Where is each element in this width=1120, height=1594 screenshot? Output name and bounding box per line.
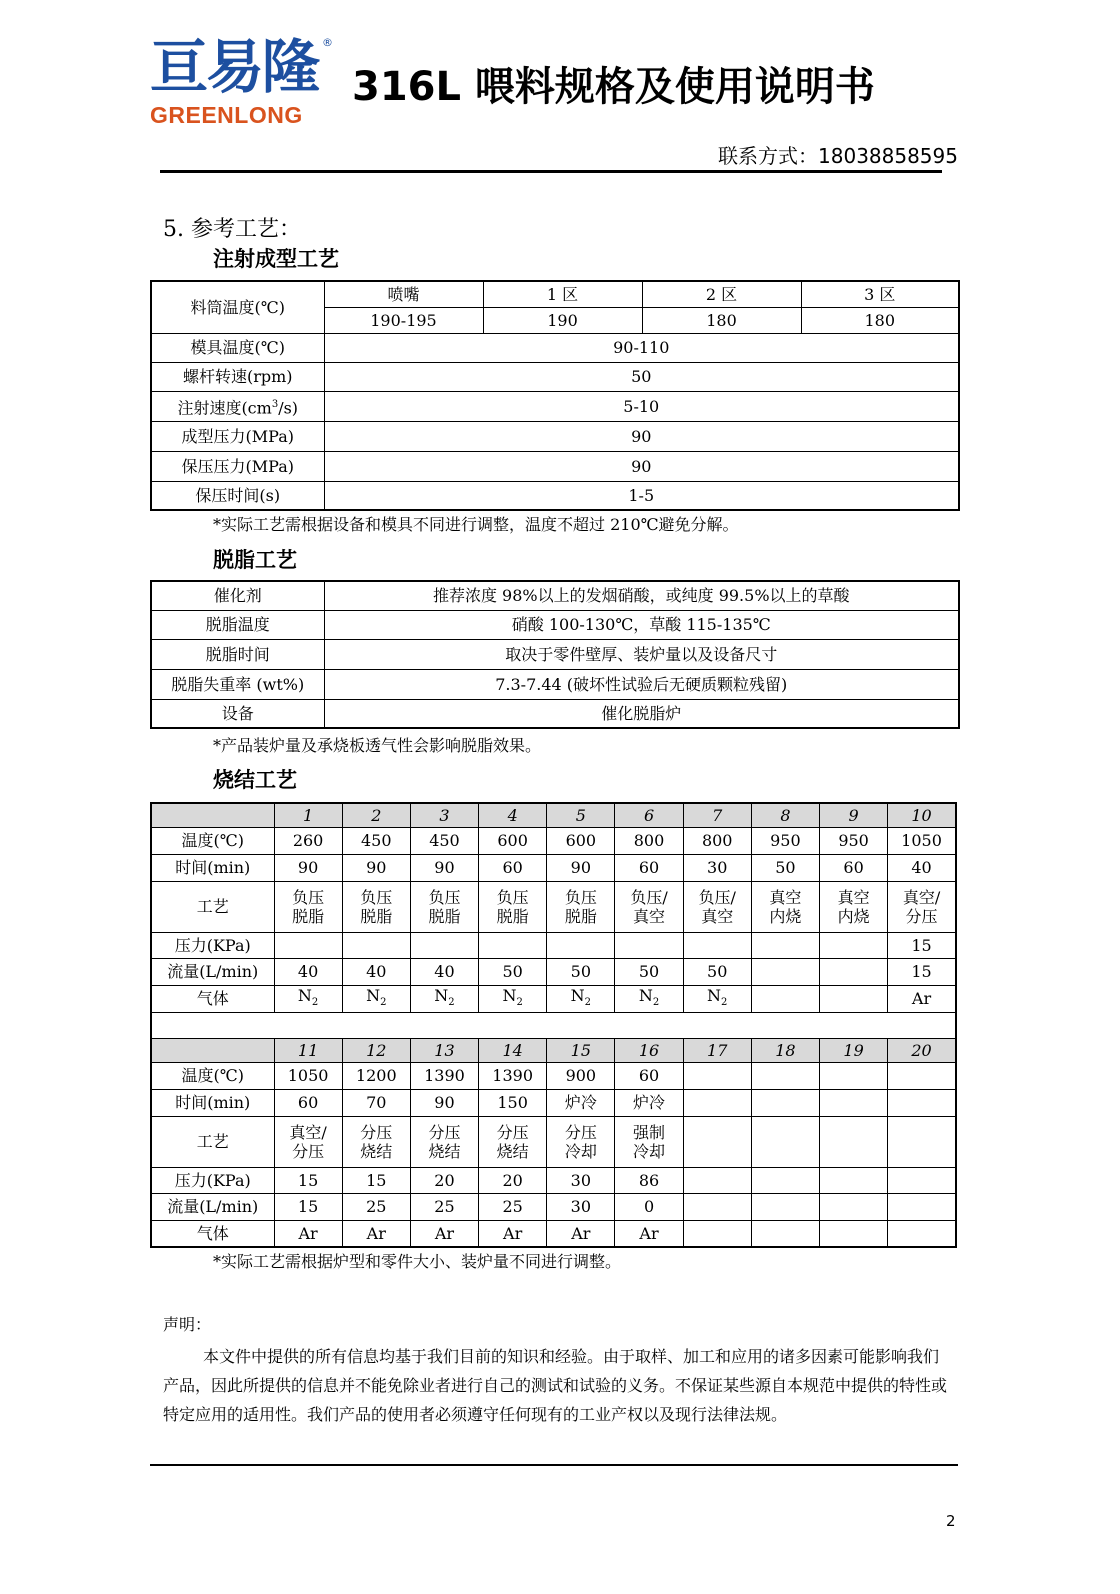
process-line-2: 烧结 bbox=[428, 1141, 461, 1161]
process-line-2: 冷却 bbox=[564, 1141, 597, 1161]
logo-english: GREENLONG bbox=[150, 102, 303, 128]
sinter-process-cell bbox=[888, 1116, 956, 1167]
sinter-process-cell bbox=[820, 881, 888, 932]
process-line-1: 负压 bbox=[360, 887, 393, 907]
process-line-2: 烧结 bbox=[360, 1141, 393, 1161]
debind-label: 脱脂时间 bbox=[151, 639, 324, 669]
debinding-note: *产品装炉量及承烧板透气性会影响脱脂效果。 bbox=[213, 736, 542, 755]
sinter-temp-cell: 1390 bbox=[479, 1062, 547, 1089]
sinter-gas-cell bbox=[888, 1220, 956, 1247]
sintering-note: *实际工艺需根据炉型和零件大小、装炉量不同进行调整。 bbox=[213, 1252, 622, 1271]
sinter-time-cell: 70 bbox=[342, 1089, 410, 1116]
step-number: 1 bbox=[274, 803, 342, 827]
sinter-row-label: 工艺 bbox=[151, 881, 274, 932]
process-line-2: 烧结 bbox=[496, 1141, 529, 1161]
sinter-process-cell bbox=[683, 881, 751, 932]
sinter-flow-cell: 30 bbox=[547, 1193, 615, 1220]
sinter-time-cell bbox=[683, 1089, 751, 1116]
sinter-temp-cell: 1050 bbox=[888, 827, 956, 854]
sinter-gas-cell: $N_2$ bbox=[342, 985, 410, 1012]
debinding-title: 脱脂工艺 bbox=[213, 548, 297, 572]
process-line-1: 负压 bbox=[496, 887, 529, 907]
sinter-gas-cell: $N_2$ bbox=[683, 985, 751, 1012]
param-label: 注射速度$(cm^3/s)$ bbox=[151, 391, 324, 421]
sinter-temp-cell: 260 bbox=[274, 827, 342, 854]
sinter-gas-cell bbox=[751, 985, 819, 1012]
sinter-pressure-cell: 20 bbox=[479, 1167, 547, 1193]
sinter-gas-cell: $N_2$ bbox=[410, 985, 478, 1012]
step-number: 11 bbox=[274, 1038, 342, 1062]
sinter-time-cell: 90 bbox=[342, 854, 410, 881]
param-value: 90 bbox=[324, 421, 959, 451]
sinter-gas-cell: $N_2$ bbox=[547, 985, 615, 1012]
sinter-time-cell: 40 bbox=[888, 854, 956, 881]
process-line-1: 真空 bbox=[769, 887, 802, 907]
step-number: 13 bbox=[410, 1038, 478, 1062]
debind-value: 7.3-7.44 (破坏性试验后无硬质颗粒残留) bbox=[324, 669, 959, 699]
sinter-row-label: 气体 bbox=[151, 1220, 274, 1247]
declaration-text: 本文件中提供的所有信息均基于我们目前的知识和经验。由于取样、加工和应用的诸多因素可能影响我们产品，因此所提供的信息并不能免除业者进行自己的测试和试验的义务。不保证某些源自本规范中提供的特性或特定应用的适用性。我们产品的使用者必须遵守任何现有的工业产权以及现行法律法规。 bbox=[163, 1347, 948, 1424]
step-number: 14 bbox=[479, 1038, 547, 1062]
debind-value: 推荐浓度 98%以上的发烟硝酸，或纯度 99.5%以上的草酸 bbox=[324, 581, 959, 610]
sinter-pressure-cell bbox=[410, 932, 478, 958]
sinter-gas-cell: Ar bbox=[342, 1220, 410, 1247]
zone-2: 2 区 bbox=[642, 281, 801, 307]
sinter-gas-cell bbox=[751, 1220, 819, 1247]
sinter-time-cell: 90 bbox=[410, 854, 478, 881]
process-line-1: 强制 bbox=[633, 1122, 666, 1142]
param-label: 保压压力(MPa) bbox=[151, 451, 324, 481]
debind-label: 设备 bbox=[151, 699, 324, 728]
step-number: 16 bbox=[615, 1038, 683, 1062]
sinter-time-cell bbox=[888, 1089, 956, 1116]
process-line-1: 负压/ bbox=[698, 887, 736, 907]
sinter-gas-cell: Ar bbox=[274, 1220, 342, 1247]
process-line-1: 负压 bbox=[292, 887, 325, 907]
sinter-time-cell: 90 bbox=[547, 854, 615, 881]
sinter-time-cell: 50 bbox=[751, 854, 819, 881]
sinter-temp-cell: 900 bbox=[547, 1062, 615, 1089]
sinter-pressure-cell bbox=[751, 932, 819, 958]
sinter-row-label: 流量(L/min) bbox=[151, 958, 274, 985]
sinter-temp-cell: 950 bbox=[820, 827, 888, 854]
sintering-table bbox=[150, 802, 957, 1248]
sinter-flow-cell: 50 bbox=[615, 958, 683, 985]
sinter-temp-cell: 950 bbox=[751, 827, 819, 854]
process-line-1: 真空/ bbox=[902, 887, 941, 907]
param-label: 成型压力(MPa) bbox=[151, 421, 324, 451]
param-value: 90 bbox=[324, 451, 959, 481]
debind-label: 脱脂失重率 (wt%) bbox=[151, 669, 324, 699]
process-line-2: 分压 bbox=[292, 1141, 325, 1161]
sinter-temp-cell: 1200 bbox=[342, 1062, 410, 1089]
param-value: 1-5 bbox=[324, 481, 959, 510]
process-line-2: 真空 bbox=[633, 906, 666, 926]
sintering-title: 烧结工艺 bbox=[213, 768, 297, 792]
debind-value: 硝酸 100-130℃，草酸 115-135℃ bbox=[324, 610, 959, 639]
param-label: 保压时间(s) bbox=[151, 481, 324, 510]
sinter-time-cell: 炉冷 bbox=[547, 1089, 615, 1116]
sinter-process-cell bbox=[888, 881, 956, 932]
sinter-process-cell bbox=[342, 881, 410, 932]
sinter-row-label: 压力(KPa) bbox=[151, 932, 274, 958]
sinter-time-cell: 60 bbox=[820, 854, 888, 881]
injection-table bbox=[150, 280, 960, 511]
process-line-2: 脱脂 bbox=[428, 906, 461, 926]
sinter-flow-cell bbox=[820, 1193, 888, 1220]
sinter-temp-cell bbox=[683, 1062, 751, 1089]
step-number: 9 bbox=[820, 803, 888, 827]
sinter-flow-cell: 25 bbox=[479, 1193, 547, 1220]
process-line-2: 脱脂 bbox=[360, 906, 393, 926]
sinter-pressure-cell bbox=[888, 1167, 956, 1193]
sinter-time-cell: 60 bbox=[615, 854, 683, 881]
sinter-pressure-cell: 15 bbox=[888, 932, 956, 958]
sinter-time-cell: 150 bbox=[479, 1089, 547, 1116]
sinter-time-cell: 30 bbox=[683, 854, 751, 881]
process-line-1: 分压 bbox=[564, 1122, 597, 1142]
contact-info: 联系方式：18038858595 bbox=[718, 144, 958, 168]
footer-divider bbox=[150, 1464, 958, 1466]
sinter-temp-cell bbox=[751, 1062, 819, 1089]
step-number: 4 bbox=[479, 803, 547, 827]
zone-3: 3 区 bbox=[801, 281, 959, 307]
step-number: 3 bbox=[410, 803, 478, 827]
sinter-flow-cell bbox=[751, 958, 819, 985]
zone-1: 1 区 bbox=[483, 281, 642, 307]
sinter-time-cell bbox=[820, 1089, 888, 1116]
sinter-gas-cell: $N_2$ bbox=[274, 985, 342, 1012]
sinter-gas-cell: Ar bbox=[479, 1220, 547, 1247]
process-line-2: 冷却 bbox=[633, 1141, 666, 1161]
process-line-1: 真空/ bbox=[289, 1122, 327, 1142]
zone-3-value: 180 bbox=[801, 307, 959, 333]
step-number: 6 bbox=[615, 803, 683, 827]
debinding-table bbox=[150, 580, 960, 729]
sinter-process-cell bbox=[274, 881, 342, 932]
sinter-pressure-cell bbox=[547, 932, 615, 958]
sinter-pressure-cell bbox=[820, 932, 888, 958]
zone-2-value: 180 bbox=[642, 307, 801, 333]
process-line-1: 真空 bbox=[837, 887, 870, 907]
header-divider bbox=[160, 170, 942, 173]
sinter-pressure-cell bbox=[479, 932, 547, 958]
sinter-flow-cell: 40 bbox=[342, 958, 410, 985]
step-number: 15 bbox=[547, 1038, 615, 1062]
sinter-temp-cell: 600 bbox=[547, 827, 615, 854]
process-line-2: 脱脂 bbox=[496, 906, 529, 926]
registered-mark: ® bbox=[322, 36, 333, 49]
logo-chinese: 亘易隆 bbox=[150, 33, 319, 101]
sinter-gas-cell bbox=[820, 985, 888, 1012]
sinter-time-cell: 90 bbox=[274, 854, 342, 881]
sinter-flow-cell: 25 bbox=[342, 1193, 410, 1220]
sinter-gas-cell: Ar bbox=[410, 1220, 478, 1247]
sinter-process-cell bbox=[410, 1116, 478, 1167]
debind-label: 催化剂 bbox=[151, 581, 324, 610]
process-line-2: 内烧 bbox=[837, 906, 870, 926]
sinter-process-cell bbox=[615, 1116, 683, 1167]
sinter-process-cell bbox=[410, 881, 478, 932]
process-line-2: 分压 bbox=[905, 906, 938, 926]
sinter-pressure-cell: 86 bbox=[615, 1167, 683, 1193]
sinter-flow-cell: 15 bbox=[274, 1193, 342, 1220]
step-header-blank bbox=[151, 803, 274, 827]
sinter-flow-cell: 50 bbox=[479, 958, 547, 985]
param-label: 螺杆转速(rpm) bbox=[151, 362, 324, 391]
step-number: 8 bbox=[751, 803, 819, 827]
sinter-temp-cell: 60 bbox=[615, 1062, 683, 1089]
sinter-temp-cell: 600 bbox=[479, 827, 547, 854]
sinter-flow-cell: 0 bbox=[615, 1193, 683, 1220]
sinter-gas-cell: Ar bbox=[547, 1220, 615, 1247]
sinter-row-label: 时间(min) bbox=[151, 854, 274, 881]
step-number: 19 bbox=[820, 1038, 888, 1062]
step-header-blank bbox=[151, 1038, 274, 1062]
barrel-temp-label: 料筒温度(℃) bbox=[151, 281, 324, 333]
sinter-gas-cell bbox=[820, 1220, 888, 1247]
zone-1-value: 190 bbox=[483, 307, 642, 333]
sinter-pressure-cell: 15 bbox=[342, 1167, 410, 1193]
sinter-flow-cell bbox=[751, 1193, 819, 1220]
injection-note: *实际工艺需根据设备和模具不同进行调整，温度不超过 210℃避免分解。 bbox=[213, 515, 739, 534]
step-number: 18 bbox=[751, 1038, 819, 1062]
sinter-pressure-cell: 15 bbox=[274, 1167, 342, 1193]
sinter-pressure-cell bbox=[342, 932, 410, 958]
sinter-row-label: 温度(℃) bbox=[151, 1062, 274, 1089]
sinter-time-cell bbox=[751, 1089, 819, 1116]
sinter-process-cell bbox=[751, 881, 819, 932]
sinter-flow-cell bbox=[820, 958, 888, 985]
sinter-gas-cell: Ar bbox=[888, 985, 956, 1012]
sinter-temp-cell: 800 bbox=[615, 827, 683, 854]
debind-value: 取决于零件壁厚、装炉量以及设备尺寸 bbox=[324, 639, 959, 669]
sinter-time-cell: 60 bbox=[274, 1089, 342, 1116]
sinter-process-cell bbox=[615, 881, 683, 932]
debind-label: 脱脂温度 bbox=[151, 610, 324, 639]
step-number: 17 bbox=[683, 1038, 751, 1062]
process-line-2: 真空 bbox=[701, 906, 734, 926]
process-line-1: 负压/ bbox=[630, 887, 668, 907]
sinter-pressure-cell bbox=[615, 932, 683, 958]
sinter-row-label: 工艺 bbox=[151, 1116, 274, 1167]
sinter-flow-cell bbox=[888, 1193, 956, 1220]
sinter-pressure-cell bbox=[683, 1167, 751, 1193]
process-line-1: 负压 bbox=[564, 887, 597, 907]
process-line-2: 脱脂 bbox=[564, 906, 597, 926]
section-heading: 5. 参考工艺： bbox=[163, 217, 301, 242]
step-number: 5 bbox=[547, 803, 615, 827]
sinter-process-cell bbox=[751, 1116, 819, 1167]
sinter-flow-cell: 40 bbox=[410, 958, 478, 985]
sinter-process-cell bbox=[479, 881, 547, 932]
sinter-flow-cell: 25 bbox=[410, 1193, 478, 1220]
sinter-gas-cell bbox=[683, 1220, 751, 1247]
sinter-flow-cell: 50 bbox=[683, 958, 751, 985]
process-line-2: 脱脂 bbox=[292, 906, 325, 926]
step-number: 10 bbox=[888, 803, 956, 827]
sinter-time-cell: 60 bbox=[479, 854, 547, 881]
sinter-pressure-cell: 20 bbox=[410, 1167, 478, 1193]
sinter-row-label: 时间(min) bbox=[151, 1089, 274, 1116]
zone-nozzle-value: 190-195 bbox=[324, 307, 483, 333]
process-line-1: 分压 bbox=[360, 1122, 393, 1142]
param-value: 90-110 bbox=[324, 333, 959, 362]
sinter-process-cell bbox=[820, 1116, 888, 1167]
sinter-pressure-cell: 30 bbox=[547, 1167, 615, 1193]
sinter-process-cell bbox=[479, 1116, 547, 1167]
sinter-gas-cell: $N_2$ bbox=[479, 985, 547, 1012]
sinter-pressure-cell bbox=[751, 1167, 819, 1193]
sinter-time-cell: 炉冷 bbox=[615, 1089, 683, 1116]
process-line-1: 分压 bbox=[428, 1122, 461, 1142]
sinter-process-cell bbox=[683, 1116, 751, 1167]
sinter-flow-cell: 50 bbox=[547, 958, 615, 985]
param-value: 50 bbox=[324, 362, 959, 391]
step-number: 7 bbox=[683, 803, 751, 827]
sinter-flow-cell bbox=[683, 1193, 751, 1220]
sinter-row-label: 温度(℃) bbox=[151, 827, 274, 854]
sinter-row-label: 气体 bbox=[151, 985, 274, 1012]
document-title: 316L 喂料规格及使用说明书 bbox=[352, 64, 875, 110]
sinter-row-label: 压力(KPa) bbox=[151, 1167, 274, 1193]
sinter-temp-cell: 1390 bbox=[410, 1062, 478, 1089]
sinter-process-cell bbox=[342, 1116, 410, 1167]
declaration-heading: 声明： bbox=[163, 1315, 212, 1334]
sinter-time-cell: 90 bbox=[410, 1089, 478, 1116]
sinter-row-label: 流量(L/min) bbox=[151, 1193, 274, 1220]
step-number: 12 bbox=[342, 1038, 410, 1062]
sinter-pressure-cell bbox=[683, 932, 751, 958]
sinter-process-cell bbox=[547, 1116, 615, 1167]
sinter-temp-cell bbox=[820, 1062, 888, 1089]
sinter-gas-cell: $N_2$ bbox=[615, 985, 683, 1012]
step-number: 20 bbox=[888, 1038, 956, 1062]
injection-title: 注射成型工艺 bbox=[213, 247, 339, 271]
process-line-1: 分压 bbox=[496, 1122, 529, 1142]
process-line-1: 负压 bbox=[428, 887, 461, 907]
sinter-pressure-cell bbox=[274, 932, 342, 958]
sinter-flow-cell: 15 bbox=[888, 958, 956, 985]
step-number: 2 bbox=[342, 803, 410, 827]
sinter-gas-cell: Ar bbox=[615, 1220, 683, 1247]
zone-nozzle: 喷嘴 bbox=[324, 281, 483, 307]
sinter-flow-cell: 40 bbox=[274, 958, 342, 985]
sinter-temp-cell: 1050 bbox=[274, 1062, 342, 1089]
sinter-process-cell bbox=[274, 1116, 342, 1167]
param-value: 5-10 bbox=[324, 391, 959, 421]
sinter-pressure-cell bbox=[820, 1167, 888, 1193]
page-number: 2 bbox=[946, 1512, 956, 1530]
process-line-2: 内烧 bbox=[769, 906, 802, 926]
param-label: 模具温度(℃) bbox=[151, 333, 324, 362]
sinter-temp-cell: 450 bbox=[342, 827, 410, 854]
sinter-temp-cell bbox=[888, 1062, 956, 1089]
table-spacer-row bbox=[151, 1012, 956, 1038]
sinter-process-cell bbox=[547, 881, 615, 932]
debind-value: 催化脱脂炉 bbox=[324, 699, 959, 728]
sinter-temp-cell: 800 bbox=[683, 827, 751, 854]
sinter-temp-cell: 450 bbox=[410, 827, 478, 854]
